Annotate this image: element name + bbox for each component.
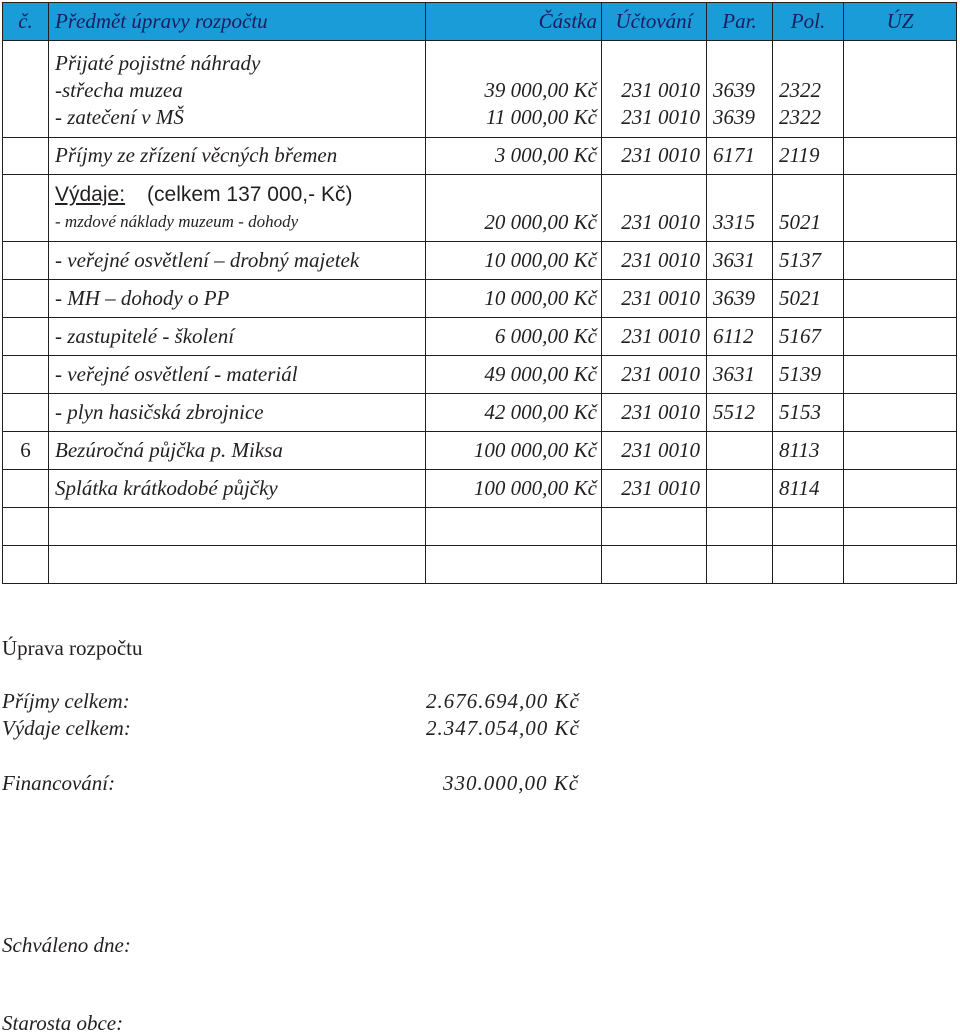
row-description: - zastupitelé - školení: [49, 318, 426, 356]
row-accounting: 231 0010: [602, 356, 707, 394]
table-row: [3, 318, 957, 356]
row-number: [3, 242, 49, 280]
table-row: [3, 470, 957, 508]
row-description: [49, 175, 426, 242]
expenses-total: (celkem 137 000,- Kč): [147, 183, 353, 206]
row-item: 5167: [773, 318, 844, 356]
row-item: 5153: [773, 394, 844, 432]
row-item: 5139: [773, 356, 844, 394]
row-line: -střecha muzea: [55, 78, 183, 102]
row-paragraph: 3315: [707, 175, 773, 242]
row-number: [3, 356, 49, 394]
table-row: [3, 356, 957, 394]
uct-line: 231 0010: [621, 78, 700, 102]
expenses-label: Výdaje:: [55, 183, 126, 206]
row-uz: [844, 470, 957, 508]
row-paragraph: [707, 41, 773, 138]
financing-value: 330.000,00 Kč: [443, 771, 580, 795]
amount-line: 39 000,00 Kč: [484, 78, 597, 102]
row-item: [773, 508, 844, 546]
row-amount: 6 000,00 Kč: [426, 318, 602, 356]
par-line: 3639: [713, 105, 755, 129]
expense-total-value: 2.347.054,00 Kč: [426, 716, 580, 740]
row-accounting: 231 0010: [602, 280, 707, 318]
row-paragraph: [707, 508, 773, 546]
row-paragraph: 6112: [707, 318, 773, 356]
row-number: [3, 546, 49, 584]
row-amount: 100 000,00 Kč: [426, 470, 602, 508]
row-item: [773, 546, 844, 584]
table-row: [3, 242, 957, 280]
row-uz: [844, 242, 957, 280]
table-row-empty: [3, 546, 957, 584]
income-total-value: 2.676.694,00 Kč: [426, 689, 580, 713]
row-uz: [844, 175, 957, 242]
amount-line: 11 000,00 Kč: [485, 105, 597, 129]
approved-date-label: Schváleno dne:: [2, 933, 131, 957]
row-accounting: [602, 508, 707, 546]
row-amount: 49 000,00 Kč: [426, 356, 602, 394]
header-paragraph: Par.: [707, 3, 773, 41]
row-amount: 100 000,00 Kč: [426, 432, 602, 470]
row-uz: [844, 356, 957, 394]
row-description: - veřejné osvětlení - materiál: [49, 356, 426, 394]
row-uz: [844, 138, 957, 175]
row-uz: [844, 41, 957, 138]
row-paragraph: 5512: [707, 394, 773, 432]
row-number: [3, 41, 49, 138]
row-description: Příjmy ze zřízení věcných břemen: [49, 138, 426, 175]
row-line: - mzdové náklady muzeum - dohody: [55, 212, 299, 231]
header-uz: ÚZ: [844, 3, 957, 41]
row-item: [773, 41, 844, 138]
row-paragraph: [707, 546, 773, 584]
expense-total-label: Výdaje celkem:: [2, 716, 131, 740]
row-uz: [844, 508, 957, 546]
row-line: - zatečení v MŠ: [55, 105, 184, 129]
pol-line: 2322: [779, 105, 821, 129]
row-item: 8114: [773, 470, 844, 508]
row-paragraph: 3631: [707, 356, 773, 394]
row-number: [3, 508, 49, 546]
row-accounting: [602, 41, 707, 138]
row-uz: [844, 432, 957, 470]
header-amount: Částka: [426, 3, 602, 41]
row-description: [49, 508, 426, 546]
row-paragraph: 3631: [707, 242, 773, 280]
row-number: 6: [3, 432, 49, 470]
table-row: [3, 41, 957, 138]
row-item: 5137: [773, 242, 844, 280]
table-header-row: [3, 3, 957, 41]
table-row: [3, 394, 957, 432]
table-row: [3, 280, 957, 318]
table-row-empty: [3, 508, 957, 546]
row-amount: [426, 508, 602, 546]
budget-table: [2, 2, 957, 584]
row-description: Bezúročná půjčka p. Miksa: [49, 432, 426, 470]
row-description: - veřejné osvětlení – drobný majetek: [49, 242, 426, 280]
row-description: Splátka krátkodobé půjčky: [49, 470, 426, 508]
row-accounting: 231 0010: [602, 138, 707, 175]
row-amount: 10 000,00 Kč: [426, 242, 602, 280]
row-item: 5021: [773, 280, 844, 318]
row-uz: [844, 280, 957, 318]
row-amount: 42 000,00 Kč: [426, 394, 602, 432]
table-row: [3, 175, 957, 242]
row-paragraph: 6171: [707, 138, 773, 175]
row-number: [3, 175, 49, 242]
row-accounting: 231 0010: [602, 470, 707, 508]
row-accounting: 231 0010: [602, 175, 707, 242]
row-item: 2119: [773, 138, 844, 175]
row-accounting: 231 0010: [602, 432, 707, 470]
header-accounting: Účtování: [602, 3, 707, 41]
header-item: Pol.: [773, 3, 844, 41]
income-total-label: Příjmy celkem:: [2, 689, 130, 713]
uct-line: 231 0010: [621, 105, 700, 129]
row-accounting: [602, 546, 707, 584]
header-description: Předmět úpravy rozpočtu: [49, 3, 426, 41]
row-line: Přijaté pojistné náhrady: [55, 51, 261, 75]
row-number: [3, 318, 49, 356]
row-accounting: 231 0010: [602, 242, 707, 280]
financing-label: Financování:: [2, 771, 116, 795]
row-number: [3, 138, 49, 175]
row-number: [3, 280, 49, 318]
row-amount: 3 000,00 Kč: [426, 138, 602, 175]
row-accounting: 231 0010: [602, 318, 707, 356]
row-paragraph: 3639: [707, 280, 773, 318]
row-uz: [844, 318, 957, 356]
table-row: [3, 432, 957, 470]
row-paragraph: [707, 470, 773, 508]
row-amount: [426, 546, 602, 584]
row-amount: 20 000,00 Kč: [426, 175, 602, 242]
row-description: - MH – dohody o PP: [49, 280, 426, 318]
row-amount: [426, 41, 602, 138]
expenses-heading: [55, 181, 425, 208]
row-uz: [844, 546, 957, 584]
pol-line: 2322: [779, 78, 821, 102]
par-line: 3639: [713, 78, 755, 102]
row-accounting: 231 0010: [602, 394, 707, 432]
row-number: [3, 394, 49, 432]
row-description: - plyn hasičská zbrojnice: [49, 394, 426, 432]
row-number: [3, 470, 49, 508]
summary-title: Úprava rozpočtu: [2, 636, 143, 660]
row-description: [49, 41, 426, 138]
row-uz: [844, 394, 957, 432]
header-num: č.: [3, 3, 49, 41]
row-amount: 10 000,00 Kč: [426, 280, 602, 318]
row-paragraph: [707, 432, 773, 470]
row-description: [49, 546, 426, 584]
table-row: [3, 138, 957, 175]
row-item: 8113: [773, 432, 844, 470]
mayor-label: Starosta obce:: [2, 1011, 124, 1035]
row-item: 5021: [773, 175, 844, 242]
